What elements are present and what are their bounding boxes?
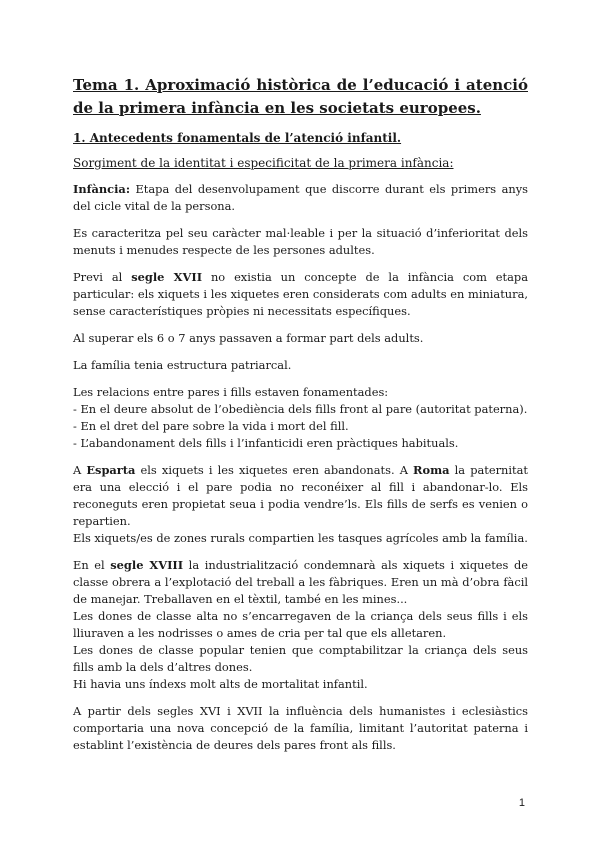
text-line: Les dones de classe popular tenien que comptabilitzar la criança dels seus fills amb la dels d’altres dones. [73, 643, 528, 674]
bold-term: Roma [413, 463, 450, 477]
text-line: Els xiquets/es de zones rurals compartien les tasques agrícoles amb la família. [73, 531, 528, 545]
text-run: els xiquets i les xiquetes eren abandonats. A [135, 463, 414, 477]
definition-term: Infància: [73, 182, 131, 196]
list-item: - En el deure absolut de l’obediència dels fills front al pare (autoritat paterna). [73, 402, 528, 416]
subsection-heading: Sorgiment de la identitat i especificitat de la primera infància: [73, 156, 454, 170]
text-run: la industrialització condemnarà als xiquets i xiquetes de classe obrera a l’explotació del treball a les fàbriques. Eren un mà d’obra fàcil de manejar. Treballaven en el tèxtil, també en les mines... [73, 558, 529, 606]
bold-term: Esparta [86, 463, 136, 477]
text-line: Les dones de classe alta no s’encarregaven de la criança dels seus fills i els lliuraven a les nodrisses o ames de cria per tal que els alletaren. [73, 609, 528, 640]
section-heading: 1. Antecedents fonamentals de l’atenció infantil. [73, 131, 402, 145]
text-run: En el [73, 558, 111, 572]
paragraph-age: Al superar els 6 o 7 anys passaven a formar part dels adults. [73, 331, 424, 345]
document-title: Tema 1. Aproximació històrica de l’educació i atenció de la primera infància en les societats europees. [73, 76, 528, 117]
paragraph-relations [73, 384, 528, 452]
list-item: - En el dret del pare sobre la vida i mort del fill. [73, 419, 349, 433]
paragraph-family: La família tenia estructura patriarcal. [73, 358, 292, 372]
paragraph-esparta-roma [73, 462, 528, 547]
paragraph-segle-xviii [73, 557, 528, 693]
text-line: Hi havia uns índexs molt alts de mortalitat infantil. [73, 677, 368, 691]
paragraph-humanists: A partir dels segles XVI i XVII la influència dels humanistes i eclesiàstics comportaria una nova concepció de la família, limitant l’autoritat paterna i establint l’existència de deures dels pares front als fills. [73, 704, 528, 752]
bold-term: segle XVIII [110, 558, 184, 572]
paragraph-characteristics: Es caracteritza pel seu caràcter mal·leable i per la situació d’inferioritat dels menuts i menudes respecte de les persones adultes. [73, 226, 528, 257]
page-number: 1 [518, 797, 525, 809]
list-item: - L’abandonament dels fills i l’infanticidi eren pràctiques habituals. [73, 436, 459, 450]
text-run: A [73, 463, 87, 477]
definition-paragraph [73, 181, 528, 215]
text-run: no existia un concepte de la infància com etapa particular: els xiquets i les xiquetes eren considerats com adults en miniatura, sense característiques pròpies ni necessitats específiques. [73, 270, 529, 318]
text-run: la paternitat era una elecció i el pare podia no reconéixer al fill i abandonar-lo. Els reconeguts eren propietat seua i podia vendre’ls. Els fills de serfs es venien o repartien. [73, 463, 528, 528]
bold-term: segle XVII [131, 270, 203, 284]
paragraph-segle-xvii [73, 269, 528, 320]
relations-intro: Les relacions entre pares i fills estaven fonamentades: [73, 385, 389, 399]
definition-text: Etapa del desenvolupament que discorre durant els primers anys del cicle vital de la persona. [73, 182, 528, 213]
text-run: Previ al [73, 270, 132, 284]
page-content [73, 74, 528, 754]
